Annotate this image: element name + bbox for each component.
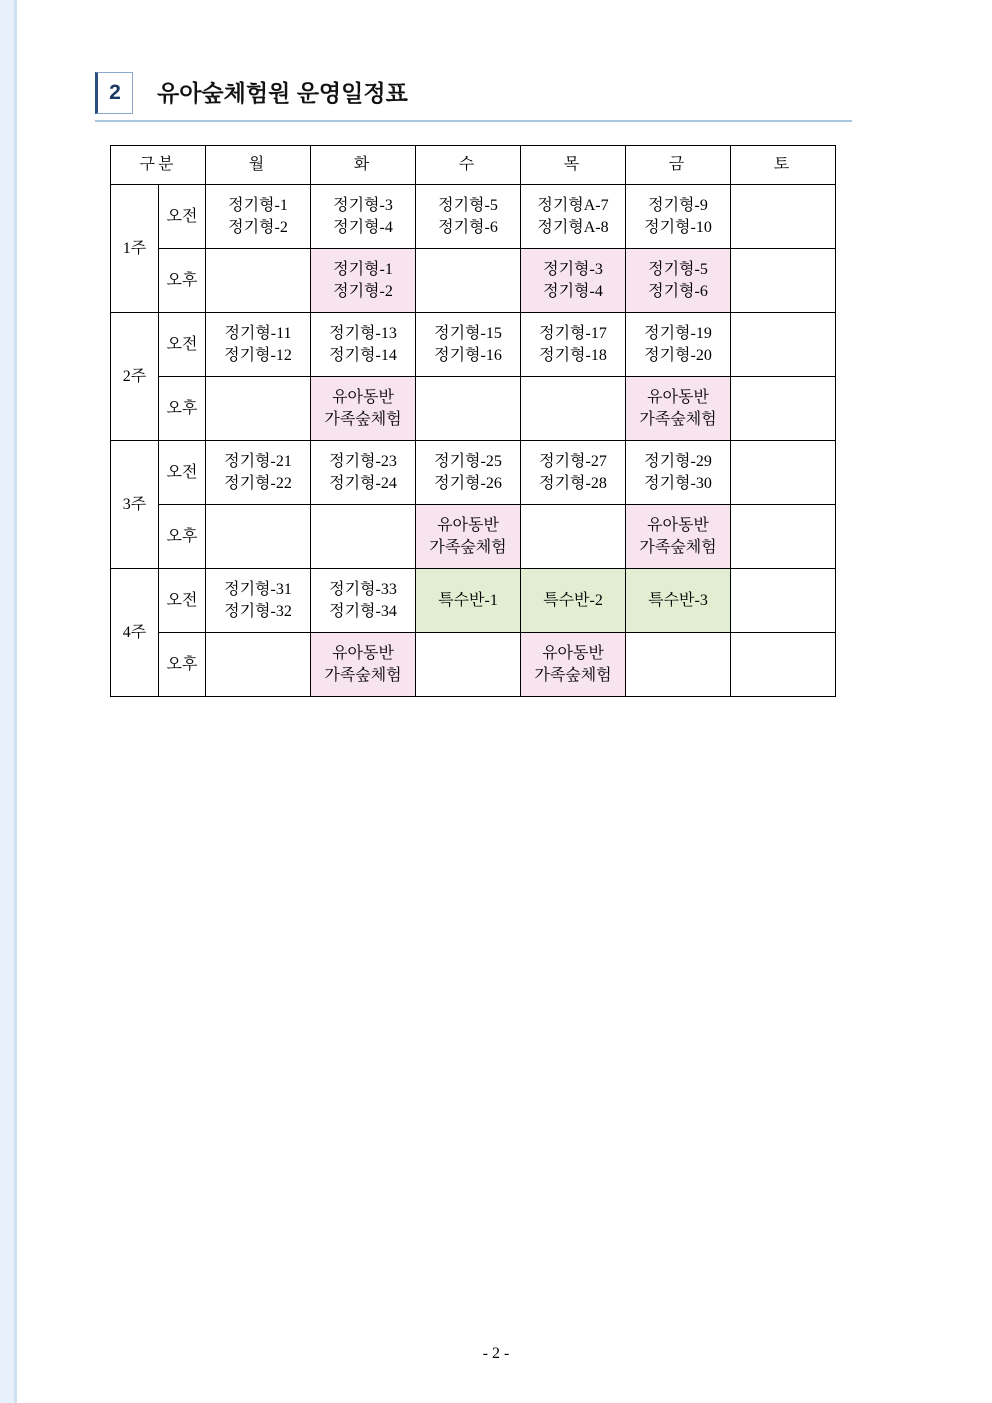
table-header-row	[111, 146, 836, 185]
schedule-cell-line: 정기형-23	[329, 452, 397, 470]
schedule-cell-line: 정기형-31	[224, 580, 292, 598]
schedule-cell	[311, 249, 416, 313]
table-row	[111, 441, 836, 505]
table-row	[111, 249, 836, 313]
schedule-cell	[206, 633, 311, 697]
week-label: 1주	[111, 185, 159, 313]
schedule-cell-line: 정기형-34	[329, 602, 397, 620]
period-label: 오후	[159, 377, 206, 441]
schedule-cell-line: 정기형-30	[644, 474, 712, 492]
schedule-cell	[521, 633, 626, 697]
schedule-cell	[731, 633, 836, 697]
table-row	[111, 185, 836, 249]
table-row	[111, 313, 836, 377]
schedule-cell	[626, 441, 731, 505]
schedule-cell	[731, 377, 836, 441]
schedule-cell	[626, 377, 731, 441]
schedule-cell	[626, 249, 731, 313]
schedule-cell-line: 유아동반	[647, 388, 709, 406]
period-label: 오후	[159, 505, 206, 569]
schedule-cell	[521, 313, 626, 377]
schedule-cell	[521, 249, 626, 313]
schedule-cell	[416, 185, 521, 249]
schedule-cell-line: 정기형-14	[329, 346, 397, 364]
schedule-cell-line: 정기형-18	[539, 346, 607, 364]
schedule-cell-line: 가족숲체험	[534, 666, 612, 684]
schedule-cell-line: 정기형-26	[434, 474, 502, 492]
schedule-cell-line: 정기형-3	[333, 196, 393, 214]
schedule-cell-line: 유아동반	[332, 644, 394, 662]
schedule-cell	[416, 633, 521, 697]
schedule-cell-line: 정기형-3	[543, 260, 603, 278]
period-label: 오전	[159, 441, 206, 505]
schedule-cell-line: 정기형-11	[224, 324, 292, 342]
schedule-table	[110, 145, 836, 697]
section-number-badge: 2	[95, 72, 133, 114]
schedule-cell-line: 정기형-15	[434, 324, 502, 342]
schedule-cell-line: 정기형-4	[543, 282, 603, 300]
schedule-cell	[311, 633, 416, 697]
schedule-cell	[416, 441, 521, 505]
schedule-cell-line: 정기형-6	[438, 218, 498, 236]
schedule-cell	[626, 185, 731, 249]
schedule-cell-line: 정기형A-8	[537, 218, 609, 236]
schedule-cell	[521, 377, 626, 441]
table-row	[111, 505, 836, 569]
schedule-cell-line: 유아동반	[332, 388, 394, 406]
schedule-cell-line: 가족숲체험	[639, 410, 717, 428]
schedule-cell-line: 정기형-28	[539, 474, 607, 492]
schedule-cell-line: 가족숲체험	[429, 538, 507, 556]
schedule-cell-line: 정기형-22	[224, 474, 292, 492]
table-row	[111, 377, 836, 441]
schedule-cell	[731, 313, 836, 377]
schedule-cell	[416, 569, 521, 633]
schedule-cell-line: 정기형-24	[329, 474, 397, 492]
title-underline	[95, 120, 852, 122]
period-label: 오후	[159, 249, 206, 313]
schedule-cell-line: 유아동반	[437, 516, 499, 534]
schedule-cell-line: 유아동반	[647, 516, 709, 534]
schedule-cell-line: 정기형-4	[333, 218, 393, 236]
schedule-cell-line: 정기형-19	[644, 324, 712, 342]
header-mon: 월	[206, 146, 311, 185]
schedule-cell-line: 정기형-9	[648, 196, 708, 214]
schedule-cell	[206, 313, 311, 377]
schedule-cell	[416, 377, 521, 441]
schedule-cell	[731, 249, 836, 313]
schedule-cell	[731, 185, 836, 249]
schedule-cell-line: 정기형-17	[539, 324, 607, 342]
schedule-cell-line: 정기형-27	[539, 452, 607, 470]
schedule-cell	[416, 249, 521, 313]
header-thu: 목	[521, 146, 626, 185]
header-wed: 수	[416, 146, 521, 185]
schedule-cell-line: 정기형-5	[438, 196, 498, 214]
schedule-cell-line: 특수반-1	[438, 591, 498, 609]
schedule-cell	[731, 569, 836, 633]
schedule-cell-line: 정기형-12	[224, 346, 292, 364]
schedule-cell	[416, 505, 521, 569]
schedule-cell-line: 정기형-2	[228, 218, 288, 236]
schedule-cell-line: 정기형-16	[434, 346, 502, 364]
section-title-row	[95, 72, 855, 120]
schedule-cell-line: 정기형-32	[224, 602, 292, 620]
schedule-cell-line: 정기형-10	[644, 218, 712, 236]
header-gubun: 구분	[111, 146, 206, 185]
schedule-cell-line: 정기형-13	[329, 324, 397, 342]
schedule-cell-line: 정기형-1	[228, 196, 288, 214]
week-label: 3주	[111, 441, 159, 569]
schedule-cell-line: 가족숲체험	[324, 666, 402, 684]
period-label: 오전	[159, 185, 206, 249]
header-sat: 토	[731, 146, 836, 185]
table-header	[111, 146, 836, 185]
schedule-cell	[206, 441, 311, 505]
week-label: 2주	[111, 313, 159, 441]
schedule-cell-line: 정기형-21	[224, 452, 292, 470]
schedule-cell	[626, 505, 731, 569]
schedule-cell-line: 정기형-5	[648, 260, 708, 278]
schedule-cell	[521, 505, 626, 569]
schedule-cell	[521, 441, 626, 505]
schedule-cell-line: 정기형-1	[333, 260, 393, 278]
schedule-cell	[731, 505, 836, 569]
period-label: 오전	[159, 313, 206, 377]
schedule-cell	[311, 377, 416, 441]
schedule-cell-line: 특수반-2	[543, 591, 603, 609]
schedule-cell	[206, 249, 311, 313]
schedule-cell	[206, 569, 311, 633]
schedule-cell-line: 정기형-6	[648, 282, 708, 300]
schedule-cell	[311, 505, 416, 569]
page-title: 유아숲체험원 운영일정표	[157, 80, 408, 106]
table-body	[111, 185, 836, 697]
schedule-cell-line: 정기형A-7	[537, 196, 609, 214]
schedule-cell-line: 유아동반	[542, 644, 604, 662]
schedule-cell-line: 정기형-2	[333, 282, 393, 300]
period-label: 오후	[159, 633, 206, 697]
schedule-cell	[521, 569, 626, 633]
table-row	[111, 569, 836, 633]
header-fri: 금	[626, 146, 731, 185]
schedule-cell	[416, 313, 521, 377]
header-tue: 화	[311, 146, 416, 185]
schedule-cell	[626, 569, 731, 633]
schedule-cell	[206, 377, 311, 441]
period-label: 오전	[159, 569, 206, 633]
week-label: 4주	[111, 569, 159, 697]
schedule-cell	[206, 185, 311, 249]
schedule-cell	[311, 185, 416, 249]
schedule-cell	[626, 313, 731, 377]
schedule-cell	[206, 505, 311, 569]
schedule-cell-line: 정기형-29	[644, 452, 712, 470]
schedule-cell	[311, 441, 416, 505]
schedule-cell	[311, 569, 416, 633]
schedule-cell	[521, 185, 626, 249]
schedule-cell-line: 정기형-33	[329, 580, 397, 598]
schedule-cell-line: 정기형-25	[434, 452, 502, 470]
schedule-cell	[626, 633, 731, 697]
schedule-cell-line: 가족숲체험	[639, 538, 717, 556]
schedule-cell	[311, 313, 416, 377]
schedule-cell-line: 정기형-20	[644, 346, 712, 364]
page-footer-number: - 2 -	[482, 1345, 510, 1362]
schedule-cell-line: 특수반-3	[648, 591, 708, 609]
table-row	[111, 633, 836, 697]
schedule-cell-line: 가족숲체험	[324, 410, 402, 428]
schedule-cell	[731, 441, 836, 505]
